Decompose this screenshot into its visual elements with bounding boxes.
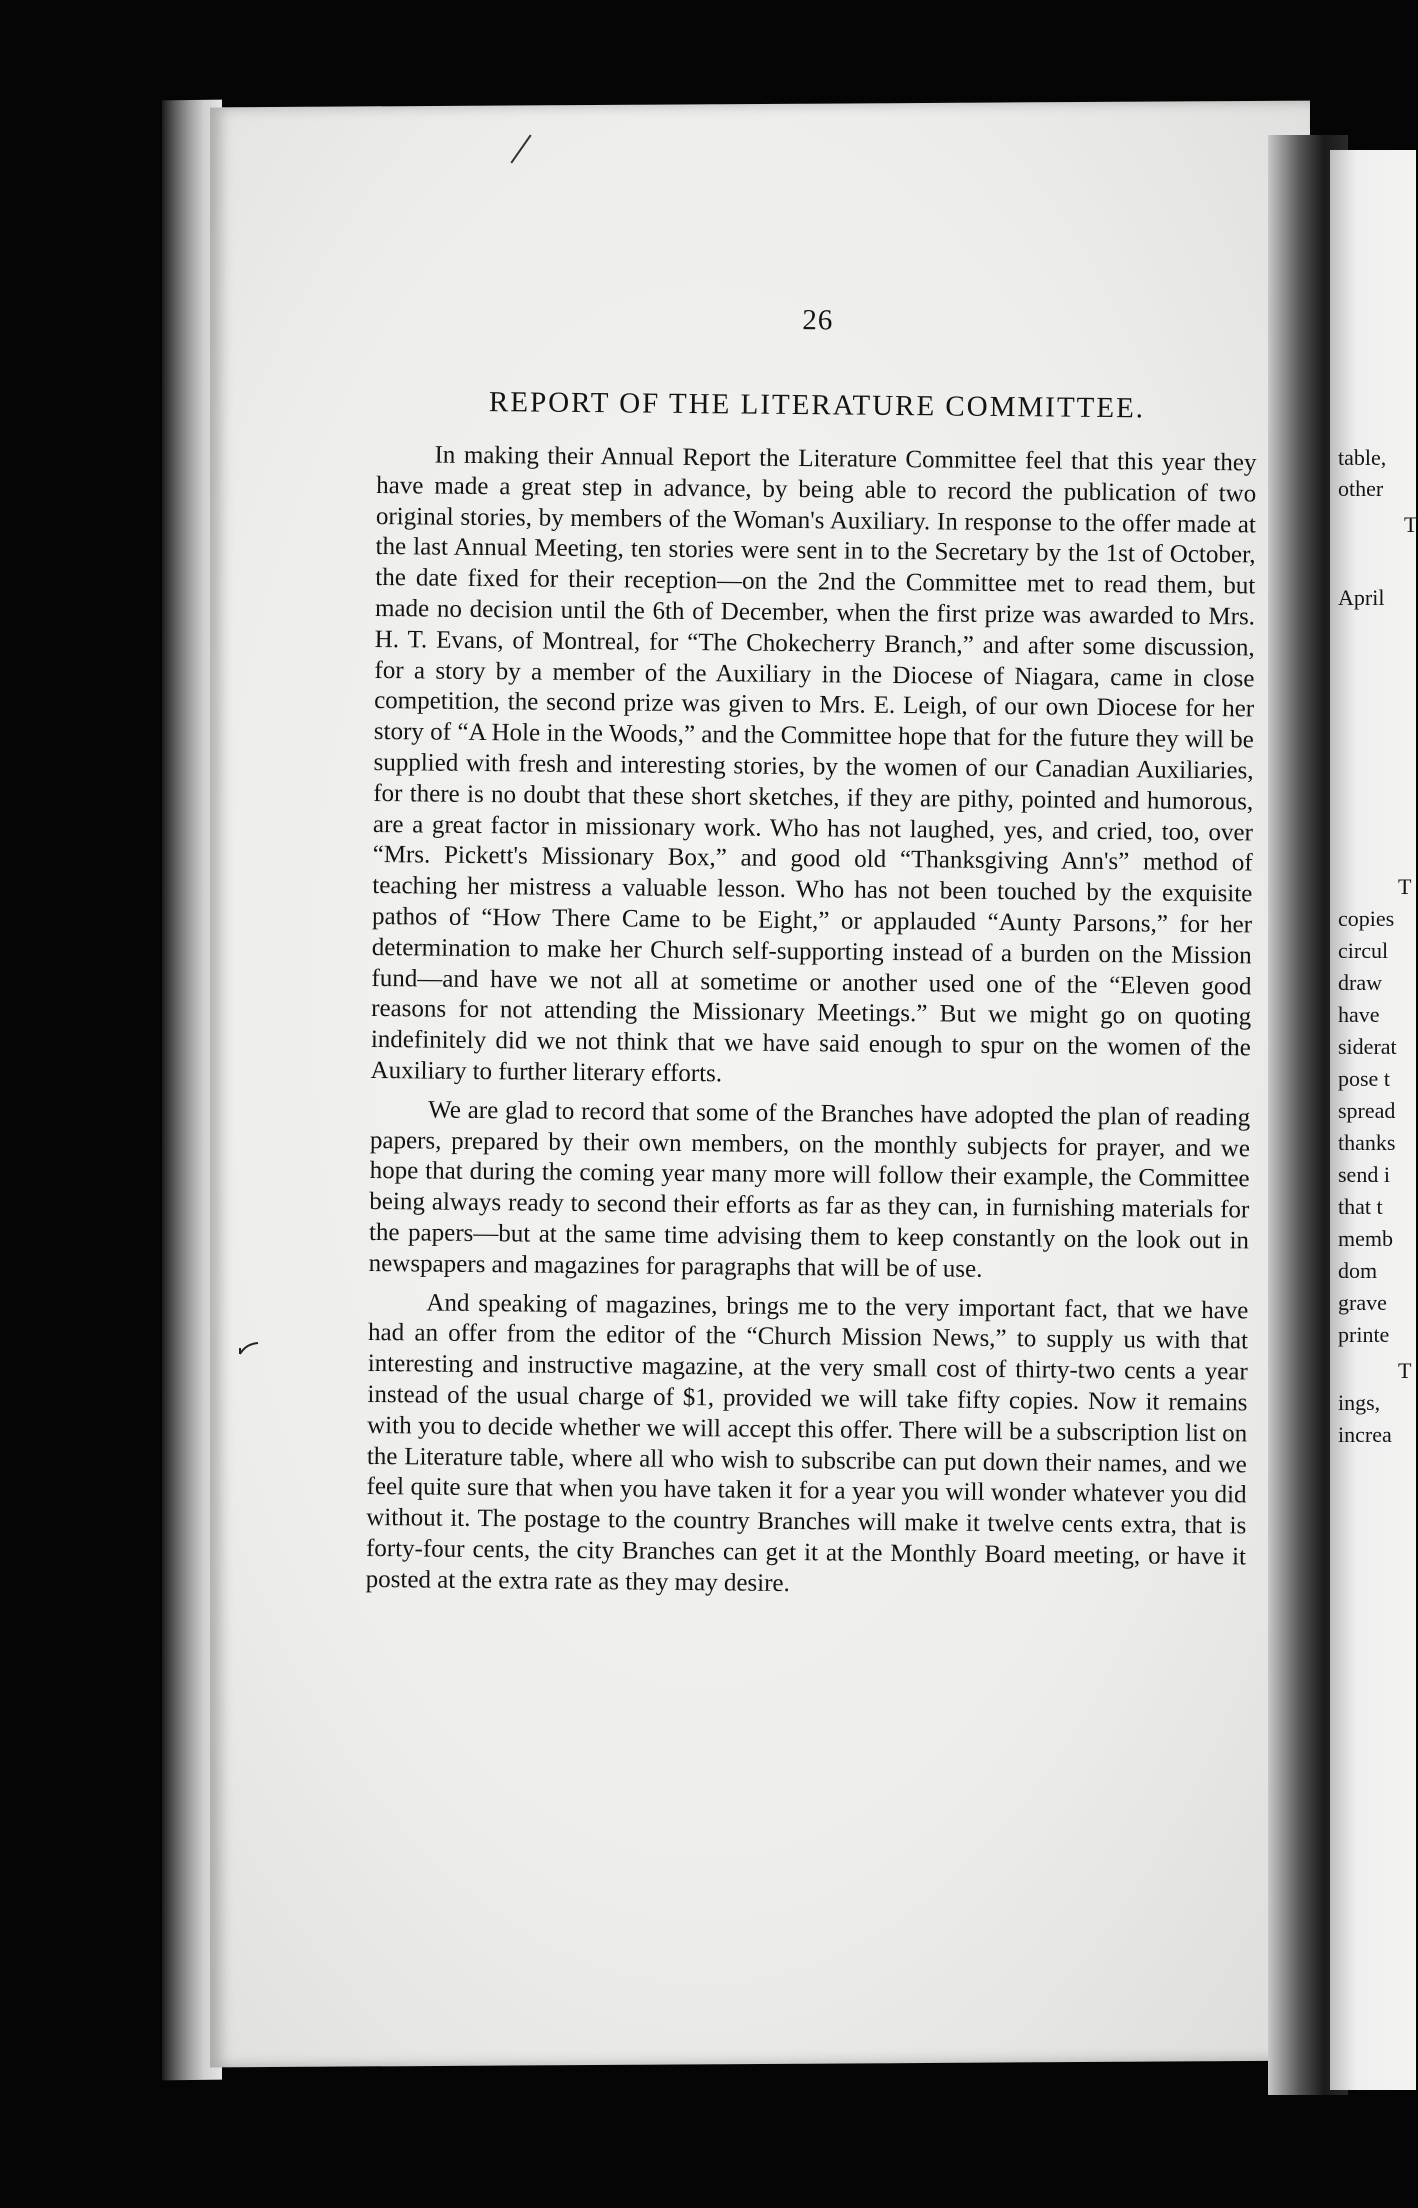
right-fragment: T (1404, 512, 1418, 537)
right-fragment: increa (1338, 1422, 1392, 1447)
right-fragment: T (1398, 874, 1412, 899)
paragraph-1: In making their Annual Report the Literature Committee feel that this year they have made a great step in advance, by being able to record the publication of two original stories, by members of the Woman's Auxiliary. In response to the offer made at the last Annual Meeting, ten stories were sent in to the Secretary by the 1st of October, the date fixed for their reception—on the 2nd the Committee met to read them, but made no decision until the 6th of December, when the first prize was awarded to Mrs. H. T. Evans, of Montreal, for “The Chokecherry Branch,” and after some discussion, for a story by a member of the Auxiliary in the Diocese of Niagara, came in close competition, the second prize was given to Mrs. E. Leigh, of our own Diocese for her story of “A Hole in the Woods,” and the Committee hope that for the future they will be supplied with fresh and interesting stories, by the women of our Canadian Auxiliaries, for there is no doubt that these short sketches, if they are pithy, pointed and humorous, are a great factor in missionary work. Who has not laughed, yes, and cried, too, over “Mrs. Pickett's Missionary Box,” and good old “Thanksgiving Ann's” method of teaching her mistress a valuable lesson. Who has not been touched by the exquisite pathos of “How There Came to be Eight,” or applauded “Aunty Parsons,” for her determination to make her Church self-supporting instead of a burden on the Mission fund—and have we not all at sometime or another used one of the “Eleven good reasons for not attending the Missionary Meetings.” But we might go on quoting indefinitely did we not think that we have said enough to spur on the women of the Auxiliary to further literary efforts. (370, 441, 1257, 1088)
right-fragment: memb (1338, 1226, 1393, 1251)
page-number: 26 (802, 304, 834, 337)
right-fragment: table, (1338, 445, 1387, 470)
right-fragment: circul (1338, 938, 1389, 963)
right-fragment: spread (1338, 1098, 1396, 1123)
right-fragment: printe (1338, 1322, 1390, 1347)
right-fragment: copies (1338, 906, 1395, 931)
right-fragment: T (1398, 1358, 1412, 1383)
pencil-hook-mark (238, 1340, 262, 1356)
page-text-block (365, 300, 1257, 1612)
right-fragment: thanks (1338, 1130, 1396, 1155)
right-fragment: pose t (1338, 1066, 1390, 1091)
right-fragment: other (1338, 476, 1384, 501)
right-fragment: draw (1338, 970, 1382, 995)
right-fragment: have (1338, 1002, 1380, 1027)
right-fragment: ings, (1338, 1390, 1381, 1415)
right-fragment: siderat (1338, 1034, 1397, 1059)
section-heading: REPORT OF THE LITERATURE COMMITTEE. (488, 386, 1146, 425)
paragraph-3: And speaking of magazines, brings me to the very important fact, that we have had an offer from the editor of the “Church Mission News,” to supply us with that interesting and instructive magazine, at the very small cost of thirty-two cents a year instead of the usual charge of $1, provided we will take fifty copies. Now it remains with you to decide whether we will accept this offer. There will be a subscription list on the Literature table, where all who wish to subscribe can put down their names, and we feel quite sure that when you have taken it for a year you will wonder whatever you did without it. The postage to the country Branches will make it twelve cents extra, that is forty-four cents, the city Branches can get it at the Monthly Board meeting, or have it posted at the extra rate as they may desire. (365, 1289, 1249, 1597)
right-fragment: that t (1338, 1194, 1383, 1219)
right-fragment: send i (1338, 1162, 1390, 1187)
right-fragment: April (1338, 585, 1385, 610)
right-fragment: grave (1338, 1290, 1387, 1315)
right-fragment: dom (1338, 1258, 1378, 1283)
paragraph-2: We are glad to record that some of the Branches have adopted the plan of reading papers, prepared by their own members, on the monthly subjects for prayer, and we hope that during the coming year many more will follow their example, the Committee being always ready to second their efforts as far as they can, in furnishing materials for the papers—but at the same time advising them to keep constantly on the look out in newspapers and magazines for paragraphs that will be of use. (368, 1096, 1251, 1283)
